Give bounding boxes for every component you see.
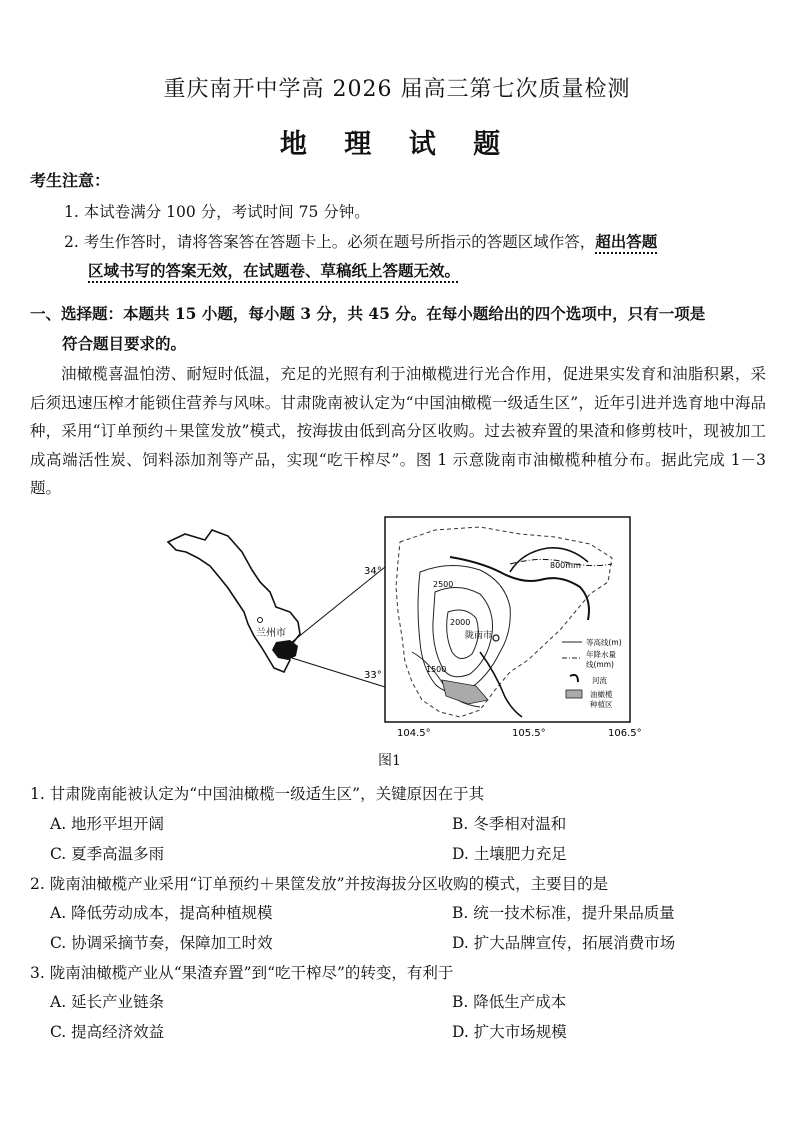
subject-title: 地 理 试 题 (279, 129, 515, 160)
notice-item-2-emphasis-a: 超出答题 (595, 232, 658, 251)
legend-olive-b: 种植区 (590, 700, 613, 709)
question-3-option-c: C. 提高经济效益 (50, 1023, 165, 1041)
legend-isohyet-a: 年降水量 (586, 650, 616, 659)
lanzhou-label: 兰州市 (256, 628, 286, 639)
legend-olive-a: 油橄榄 (590, 690, 613, 699)
question-3-stem: 3. 陇南油橄榄产业从“果渣弃置”到“吃干榨尽”的转变，有利于 (30, 964, 454, 982)
question-2-option-a: A. 降低劳动成本，提高种植规模 (50, 904, 273, 922)
lon-1045: 104.5° (397, 728, 431, 739)
question-3-option-b: B. 降低生产成本 (452, 993, 567, 1011)
question-1-option-d: D. 土壤肥力充足 (452, 845, 567, 863)
lat-33: 33° (364, 670, 382, 681)
legend-contour: 等高线(m) (586, 638, 622, 647)
figure-1-map (150, 512, 650, 742)
question-2-option-c: C. 协调采摘节奏，保障加工时效 (50, 934, 273, 952)
exam-title: 重庆南开中学高 2026 届高三第七次质量检测 (163, 77, 631, 102)
lon-1055: 105.5° (512, 728, 546, 739)
figure-caption: 图1 (378, 753, 401, 769)
question-3-option-d: D. 扩大市场规模 (452, 1023, 567, 1041)
notice-item-1: 1. 本试卷满分 100 分，考试时间 75 分钟。 (64, 203, 370, 221)
question-2-option-d: D. 扩大品牌宣传，拓展消费市场 (452, 934, 676, 952)
contour-2500-label: 2500 (433, 580, 454, 589)
question-3-option-a: A. 延长产业链条 (50, 993, 165, 1011)
notice-item-2-text: 2. 考生作答时，请将答案答在答题卡上。必须在题号所指示的答题区域作答， (64, 233, 596, 251)
question-1-option-c: C. 夏季高温多雨 (50, 845, 165, 863)
question-2-option-b: B. 统一技术标准，提升果品质量 (452, 904, 675, 922)
notice-item-2-emphasis-b: 区域书写的答案无效，在试题卷、草稿纸上答题无效。 (88, 261, 461, 280)
question-1-stem: 1. 甘肃陇南能被认定为“中国油橄榄一级适生区”，关键原因在于其 (30, 785, 485, 803)
section-heading-line2: 符合题目要求的。 (62, 334, 187, 353)
question-1-option-a: A. 地形平坦开阔 (50, 815, 165, 833)
lon-1065: 106.5° (608, 728, 642, 739)
section-heading-line1: 一、选择题：本题共 15 小题，每小题 3 分，共 45 分。在每小题给出的四个选项中，只有一项是 (30, 304, 706, 323)
lat-34: 34° (364, 566, 382, 577)
legend-isohyet-b: 线(mm) (586, 660, 614, 669)
contour-1500-label: 1500 (426, 665, 447, 674)
contour-2000-label: 2000 (450, 618, 471, 627)
question-2-stem: 2. 陇南油橄榄产业采用“订单预约＋果筐发放”并按海拔分区收购的模式，主要目的是 (30, 875, 609, 893)
notice-heading: 考生注意： (30, 171, 111, 190)
reading-passage: 油橄榄喜温怕涝、耐短时低温，充足的光照有利于油橄榄进行光合作用，促进果实发育和油脂积累，采后须迅速压榨才能锁住营养与风味。甘肃陇南被认定为“中国油橄榄一级适生区”，近年引进并选育地中海品种，采用“订单预约＋果筐发放”模式，按海拔由低到高分区收购。过去被弃置的果渣和修剪枝叶，现被加工成高端活性炭、饲料添加剂等产品，实现“吃干榨尽”。图 1 示意陇南市油橄榄种植分布。据此完成 1－3 题。 (30, 365, 766, 497)
longnan-label: 陇南市 (465, 631, 493, 641)
legend-river: 河流 (592, 676, 607, 685)
question-1-option-b: B. 冬季相对温和 (452, 815, 567, 833)
notice-item-2 (64, 230, 657, 252)
isohyet-800-label: 800mm (550, 561, 581, 570)
